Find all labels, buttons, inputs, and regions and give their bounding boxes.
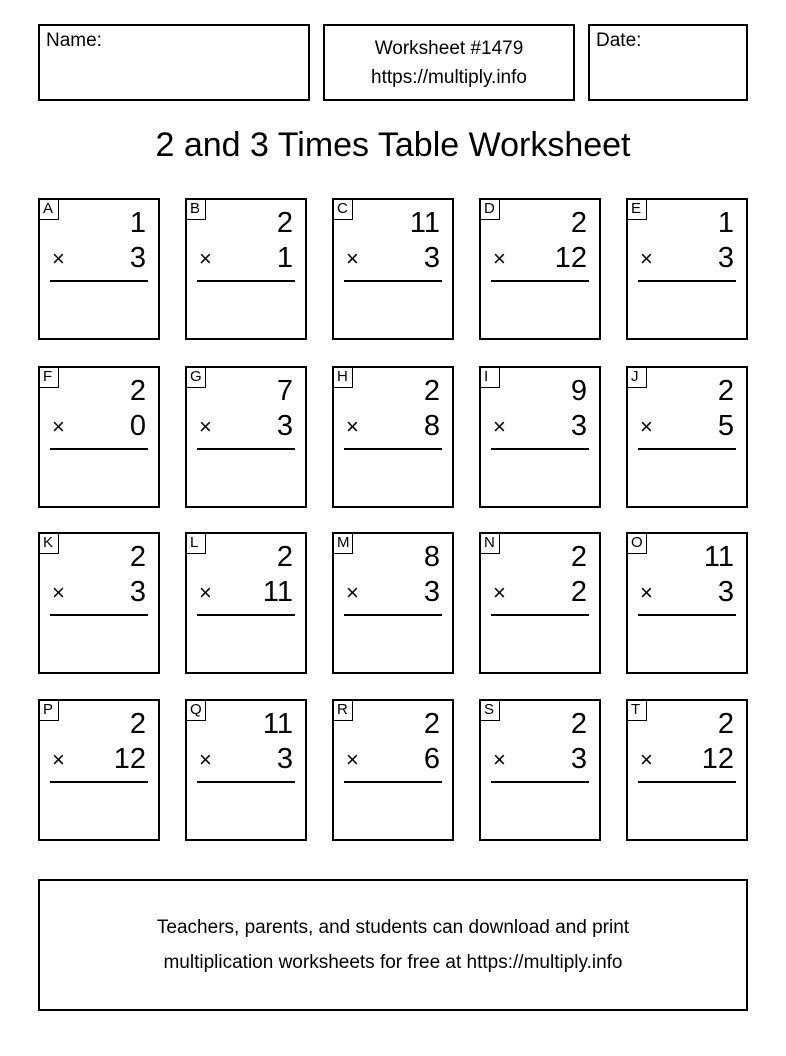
answer-line — [491, 280, 589, 282]
problem-card — [185, 366, 307, 508]
multiplicand: 2 — [717, 708, 734, 740]
multiplicand: 2 — [570, 708, 587, 740]
answer-line — [344, 781, 442, 783]
multiplier: 2 — [570, 576, 587, 608]
problem-card — [185, 198, 307, 340]
multiply-sign: × — [493, 246, 506, 271]
multiplier: 12 — [554, 242, 587, 274]
problem-card — [626, 532, 748, 674]
multiply-sign: × — [52, 747, 65, 772]
multiply-sign: × — [52, 246, 65, 271]
multiply-sign: × — [493, 414, 506, 439]
multiply-sign: × — [640, 246, 653, 271]
multiplier: 12 — [701, 743, 734, 775]
multiplier: 3 — [129, 576, 146, 608]
problem-letter: G — [187, 368, 206, 388]
name-field[interactable] — [38, 24, 310, 101]
answer-line — [50, 280, 148, 282]
footer-note — [38, 879, 748, 1011]
answer-line — [344, 448, 442, 450]
answer-line — [197, 448, 295, 450]
problem-letter: O — [628, 534, 647, 554]
answer-line — [50, 781, 148, 783]
answer-line — [344, 280, 442, 282]
problem-card — [479, 366, 601, 508]
multiplier: 8 — [423, 410, 440, 442]
date-field[interactable] — [588, 24, 748, 101]
problem-letter: P — [40, 701, 59, 721]
problem-letter: N — [481, 534, 500, 554]
answer-line — [638, 280, 736, 282]
multiplier: 11 — [262, 576, 293, 608]
multiplier: 6 — [423, 743, 440, 775]
multiplicand: 2 — [423, 708, 440, 740]
name-label: Name: — [46, 30, 102, 51]
multiply-sign: × — [346, 414, 359, 439]
answer-line — [197, 614, 295, 616]
multiply-sign: × — [199, 246, 212, 271]
answer-line — [197, 781, 295, 783]
multiplicand: 11 — [262, 708, 293, 740]
site-url[interactable]: https://multiply.info — [371, 66, 527, 88]
problem-card — [332, 699, 454, 841]
worksheet-number: Worksheet #1479 — [374, 37, 524, 59]
multiply-sign: × — [346, 246, 359, 271]
multiplicand: 1 — [129, 207, 146, 239]
problem-card — [626, 699, 748, 841]
multiply-sign: × — [346, 580, 359, 605]
answer-line — [638, 781, 736, 783]
multiplier: 12 — [113, 743, 146, 775]
answer-line — [491, 781, 589, 783]
footer-line-1: Teachers, parents, and students can download and print — [156, 917, 630, 938]
multiplier: 3 — [129, 242, 146, 274]
multiplicand: 2 — [717, 375, 734, 407]
answer-line — [638, 448, 736, 450]
multiply-sign: × — [346, 747, 359, 772]
problem-letter: B — [187, 200, 206, 220]
problem-card — [479, 532, 601, 674]
problem-card — [332, 198, 454, 340]
footer-line-2: multiplication worksheets for free at https://multiply.info — [163, 952, 623, 973]
problem-card — [38, 366, 160, 508]
multiplicand: 7 — [276, 375, 293, 407]
multiply-sign: × — [640, 747, 653, 772]
multiplicand: 9 — [570, 375, 587, 407]
answer-line — [197, 280, 295, 282]
problem-letter: C — [334, 200, 353, 220]
problem-letter: F — [40, 368, 59, 388]
multiply-sign: × — [199, 414, 212, 439]
problem-letter: M — [334, 534, 353, 554]
problem-card — [626, 366, 748, 508]
multiplier: 3 — [717, 576, 734, 608]
multiplicand: 2 — [276, 207, 293, 239]
problem-card — [38, 699, 160, 841]
problem-letter: Q — [187, 701, 206, 721]
answer-line — [50, 614, 148, 616]
multiply-sign: × — [493, 747, 506, 772]
multiply-sign: × — [52, 414, 65, 439]
worksheet-info-box — [323, 24, 575, 101]
problem-card — [185, 699, 307, 841]
multiplier: 3 — [423, 576, 440, 608]
problem-letter: R — [334, 701, 353, 721]
multiplicand: 2 — [129, 375, 146, 407]
multiplier: 5 — [717, 410, 734, 442]
problem-letter: A — [40, 200, 59, 220]
multiply-sign: × — [199, 747, 212, 772]
date-label: Date: — [596, 30, 642, 51]
multiplicand: 11 — [409, 207, 440, 239]
multiplicand: 2 — [276, 541, 293, 573]
multiplicand: 2 — [423, 375, 440, 407]
multiplier: 3 — [276, 743, 293, 775]
problem-card — [626, 198, 748, 340]
problem-letter: L — [187, 534, 206, 554]
problem-letter: J — [628, 368, 647, 388]
multiplier: 0 — [129, 410, 146, 442]
problem-card — [38, 532, 160, 674]
problem-letter: I — [481, 368, 500, 388]
problem-letter: S — [481, 701, 500, 721]
multiply-sign: × — [640, 414, 653, 439]
multiplicand: 1 — [717, 207, 734, 239]
problem-card — [332, 532, 454, 674]
multiply-sign: × — [493, 580, 506, 605]
problem-letter: E — [628, 200, 647, 220]
multiplier: 3 — [570, 743, 587, 775]
answer-line — [50, 448, 148, 450]
problem-card — [479, 699, 601, 841]
answer-line — [638, 614, 736, 616]
problem-letter: T — [628, 701, 647, 721]
problem-letter: D — [481, 200, 500, 220]
problem-card — [332, 366, 454, 508]
multiplicand: 2 — [129, 541, 146, 573]
answer-line — [491, 614, 589, 616]
problem-card — [38, 198, 160, 340]
multiplicand: 2 — [570, 207, 587, 239]
multiply-sign: × — [52, 580, 65, 605]
page-title: 2 and 3 Times Table Worksheet — [155, 126, 631, 164]
answer-line — [344, 614, 442, 616]
multiplicand: 2 — [570, 541, 587, 573]
multiply-sign: × — [640, 580, 653, 605]
answer-line — [491, 448, 589, 450]
multiply-sign: × — [199, 580, 212, 605]
problem-letter: K — [40, 534, 59, 554]
problem-card — [479, 198, 601, 340]
multiplicand: 8 — [423, 541, 440, 573]
multiplier: 3 — [717, 242, 734, 274]
multiplier: 3 — [570, 410, 587, 442]
multiplier: 1 — [276, 242, 293, 274]
multiplicand: 2 — [129, 708, 146, 740]
multiplicand: 11 — [703, 541, 734, 573]
multiplier: 3 — [276, 410, 293, 442]
problem-letter: H — [334, 368, 353, 388]
multiplier: 3 — [423, 242, 440, 274]
problem-card — [185, 532, 307, 674]
